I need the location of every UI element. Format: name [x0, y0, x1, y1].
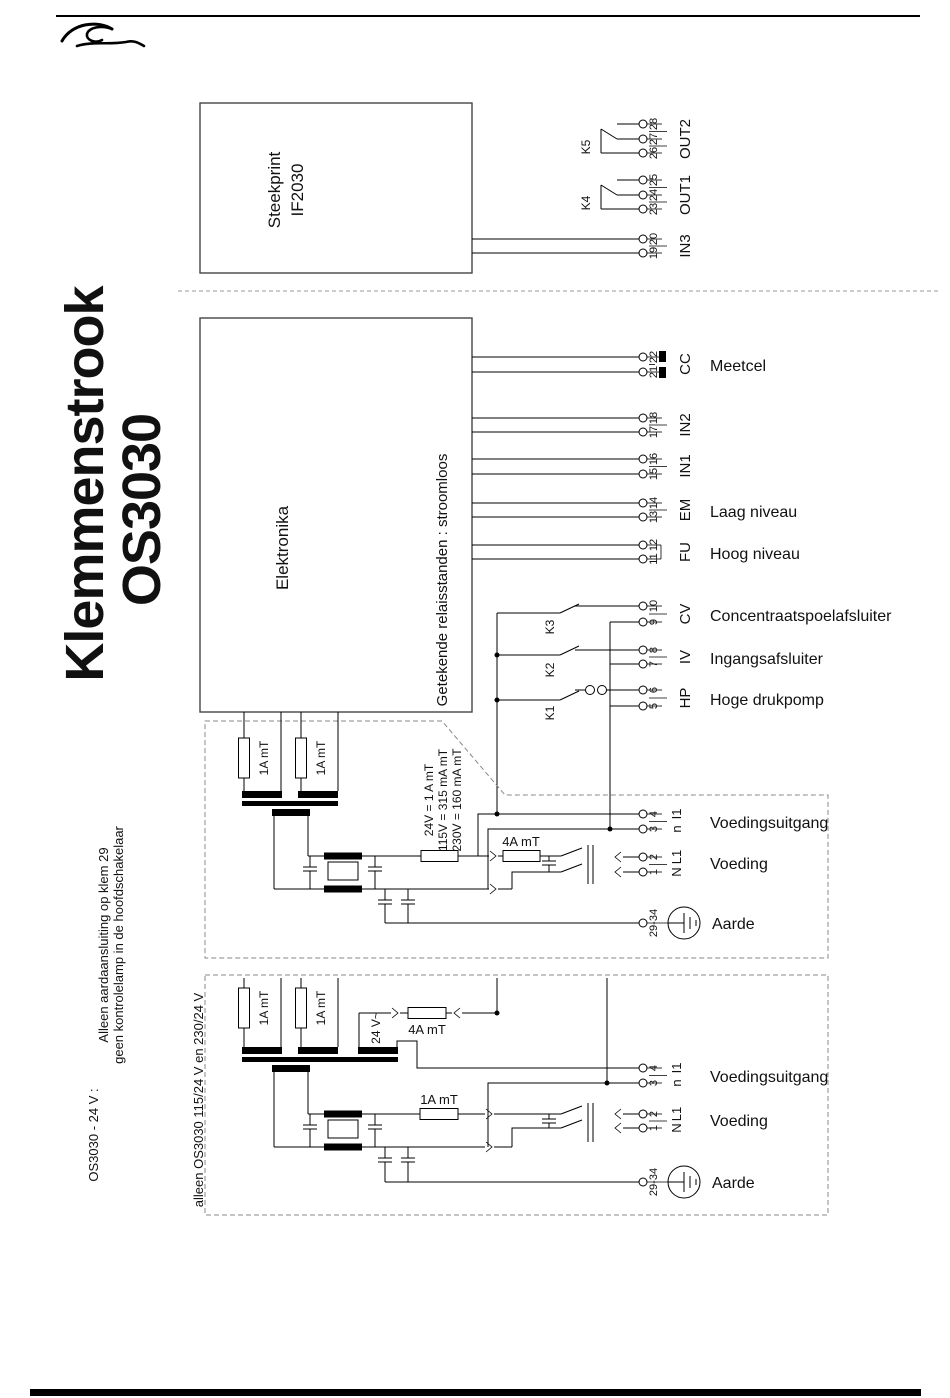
terminal-number: 17 — [648, 425, 660, 439]
relay-k5 — [579, 124, 639, 154]
variant-115-230-label: alleen OS3030 115/24 V en 230/24 V — [191, 992, 206, 1208]
terminal-group-label: IN2 — [677, 413, 694, 437]
filter-icon — [328, 862, 358, 880]
electrode-icon — [659, 351, 666, 362]
fuse-label: 1A mT — [420, 1092, 458, 1107]
terminal-group-aarde-1 — [639, 907, 755, 939]
terminal-number: 22 — [648, 350, 660, 364]
connector-icon — [615, 1123, 621, 1133]
steekprint-label-line2: IF2030 — [288, 163, 307, 217]
terminal-group-label: FU — [677, 542, 694, 562]
terminal-group-fu — [639, 539, 800, 565]
elektronika-board — [200, 318, 639, 712]
connector-icon — [486, 1142, 492, 1152]
terminal-group-aarde-2 — [639, 1166, 755, 1198]
earth-note-line1: Alleen aardaansluiting op klem 29 — [96, 847, 111, 1043]
wire-label: I1 — [669, 808, 684, 820]
terminal-desc: Concentraatspoelafsluiter — [710, 608, 892, 625]
terminal-group-cc — [639, 351, 766, 378]
relay-label: K2 — [543, 662, 557, 678]
earth-note-line2: geen kontrolelamp in de hoofdschakelaar — [111, 826, 126, 1064]
wire-label: N — [669, 1123, 684, 1133]
steekprint-label-line1: Steekprint — [265, 151, 284, 229]
fuse-icon — [296, 738, 307, 778]
terminal-group-voedingsuitgang-1 — [639, 809, 828, 833]
terminal-number: 8 — [648, 646, 660, 654]
terminal-screw — [639, 810, 647, 818]
connector-icon — [615, 1109, 621, 1119]
terminal-number: 15 — [648, 467, 660, 481]
winding-label: 24 V~ — [369, 1012, 383, 1044]
terminal-group-label: CC — [677, 353, 694, 375]
terminal-screw — [639, 176, 647, 184]
steekprint-board — [200, 103, 639, 273]
capacitor-icon — [542, 1114, 556, 1128]
mains-switch-icon — [561, 1103, 593, 1142]
wave-logo-icon — [62, 24, 144, 46]
terminal-desc: Hoge drukpomp — [710, 692, 824, 709]
terminal-number: 14 — [648, 496, 660, 510]
contact-circle — [598, 686, 607, 695]
terminal-number: 18 — [648, 411, 660, 425]
terminal-group-voeding-1 — [639, 850, 768, 877]
connector-icon — [490, 884, 496, 894]
terminal-group-label: IV — [677, 649, 694, 665]
terminal-screw — [639, 686, 647, 694]
terminal-screw — [639, 120, 647, 128]
relay-label: K3 — [543, 619, 557, 635]
terminal-screw — [639, 618, 647, 626]
capacitor-icon — [368, 856, 382, 889]
terminal-screw — [639, 455, 647, 463]
terminal-number: 1 — [648, 1124, 660, 1132]
terminal-screw — [639, 368, 647, 376]
terminal-number: 24 — [648, 188, 660, 202]
terminal-screw — [639, 499, 647, 507]
earth-icon — [668, 1166, 700, 1198]
terminal-group-out2 — [639, 118, 694, 159]
terminal-screw — [639, 660, 647, 668]
terminal-group-iv — [639, 646, 824, 668]
terminal-number: 21 — [648, 365, 660, 379]
terminal-screw — [639, 702, 647, 710]
terminal-group-label: OUT2 — [677, 118, 694, 160]
connector-icon — [486, 1109, 492, 1119]
wire-label: n — [669, 1079, 684, 1087]
filter-winding — [324, 1111, 362, 1118]
filter-winding — [324, 853, 362, 860]
terminal-screw — [639, 1124, 647, 1132]
relay-label: K1 — [543, 705, 557, 721]
terminal-group-label: IN1 — [677, 454, 694, 478]
terminal-screw — [639, 1178, 647, 1186]
terminal-number: 29-34 — [648, 1167, 660, 1197]
fuse-icon — [503, 851, 540, 862]
terminal-group-em — [639, 497, 797, 523]
capacitor-icon — [378, 889, 392, 923]
terminal-screw — [639, 853, 647, 861]
fuse-label: 1A mT — [314, 740, 328, 776]
terminal-number: 12 — [648, 538, 660, 552]
terminal-number: 26 — [648, 146, 660, 160]
relay-contact-section — [495, 604, 640, 832]
terminal-screw — [639, 1110, 647, 1118]
capacitor-icon — [401, 1147, 415, 1182]
fuse-icon — [420, 1109, 458, 1120]
terminal-screw — [639, 191, 647, 199]
relay-k2 — [497, 646, 639, 677]
fuse-icon — [296, 988, 307, 1028]
terminal-number: 7 — [648, 660, 660, 668]
contact-circle — [586, 686, 595, 695]
fuse-rating-note: 230V = 160 mA mT — [450, 748, 464, 852]
capacitor-icon — [303, 856, 317, 889]
capacitor-icon — [401, 889, 415, 923]
relay-k4 — [579, 180, 639, 210]
terminal-screw — [639, 1064, 647, 1072]
terminal-screw — [639, 149, 647, 157]
fuse-label: 1A mT — [257, 990, 271, 1026]
terminal-screw — [639, 555, 647, 563]
terminal-screw — [639, 646, 647, 654]
wire-label: n — [669, 825, 684, 833]
terminal-number: 10 — [648, 599, 660, 613]
terminal-group-label: EM — [677, 498, 694, 522]
fuse-rating-note: 24V = 1 A mT — [422, 763, 436, 837]
filter-icon — [328, 1120, 358, 1138]
terminal-number: 29-34 — [648, 908, 660, 938]
transformer-icon — [242, 791, 338, 816]
fuse-icon — [239, 738, 250, 778]
terminal-screw — [639, 602, 647, 610]
terminal-number: 3 — [648, 1079, 660, 1087]
wire-label: L1 — [669, 849, 684, 865]
terminal-group-hp — [639, 686, 824, 710]
terminal-number: 6 — [648, 686, 660, 694]
terminal-screw — [639, 135, 647, 143]
elektronika-label: Elektronika — [273, 505, 292, 591]
fuse-label: 1A mT — [314, 990, 328, 1026]
terminal-group-label: IN3 — [677, 234, 694, 258]
terminal-number: 4 — [648, 810, 660, 818]
terminal-number: 4 — [648, 1064, 660, 1072]
connector-icon — [392, 1008, 398, 1018]
terminal-group-out1 — [639, 174, 694, 215]
page-title-line2: OS3030 — [112, 413, 172, 607]
fuse-icon — [408, 1008, 446, 1019]
terminal-desc: Meetcel — [710, 358, 767, 375]
fuse-label: 4A mT — [502, 834, 540, 849]
relay-k1 — [497, 686, 639, 721]
terminal-desc: Ingangsafsluiter — [710, 651, 823, 668]
terminal-screw — [639, 541, 647, 549]
relay-k3 — [497, 604, 639, 634]
relay-label: K4 — [579, 195, 593, 211]
fuse-label: 4A mT — [408, 1022, 446, 1037]
terminal-number: 5 — [648, 702, 660, 710]
connector-icon — [615, 867, 621, 877]
fuse-icon — [239, 988, 250, 1028]
filter-winding — [324, 1144, 362, 1151]
terminal-group-in1 — [639, 453, 694, 480]
terminal-number: 2 — [648, 1110, 660, 1118]
terminal-number: 9 — [648, 618, 660, 626]
terminal-number: 2 — [648, 853, 660, 861]
terminal-number: 20 — [648, 232, 660, 246]
filter-winding — [324, 886, 362, 893]
terminal-group-voeding-2 — [639, 1107, 768, 1133]
terminal-number: 1 — [648, 868, 660, 876]
terminal-screw — [639, 868, 647, 876]
terminal-screw — [639, 353, 647, 361]
page-title-line1: Klemmenstrook — [55, 286, 115, 682]
wire-label: N — [669, 867, 684, 877]
terminal-desc: Laag niveau — [710, 504, 798, 521]
variant-24v-label: OS3030 - 24 V : — [86, 1088, 101, 1182]
wire-label: L1 — [669, 1106, 684, 1122]
terminal-group-label: CV — [677, 603, 694, 625]
transformer-icon — [242, 1047, 398, 1072]
capacitor-icon — [368, 1114, 382, 1147]
terminal-group-label: HP — [677, 687, 694, 709]
terminal-desc: Voeding — [710, 856, 768, 873]
terminal-desc: Aarde — [712, 1175, 755, 1192]
terminal-number: 13 — [648, 510, 660, 524]
terminal-desc: Voeding — [710, 1113, 768, 1130]
wire-label: I1 — [669, 1062, 684, 1074]
terminal-number: 11 — [648, 553, 660, 565]
terminal-number: 23 — [648, 202, 660, 216]
fuse-label: 1A mT — [257, 740, 271, 776]
terminal-desc: Voedingsuitgang — [710, 815, 829, 832]
capacitor-icon — [303, 1114, 317, 1147]
electrode-icon — [659, 367, 666, 378]
terminal-screw — [639, 205, 647, 213]
relay-label: K5 — [579, 139, 593, 155]
terminal-number: 3 — [648, 825, 660, 833]
capacitor-icon — [542, 856, 556, 872]
terminal-number: 25 — [648, 173, 660, 187]
terminal-screw — [639, 414, 647, 422]
terminal-group-voedingsuitgang-2 — [639, 1063, 828, 1087]
terminal-screw — [639, 919, 647, 927]
terminal-group-cv — [639, 600, 892, 626]
elektronika-box — [200, 318, 472, 712]
terminal-number: 16 — [648, 452, 660, 466]
terminal-screw — [639, 470, 647, 478]
terminal-number: 19 — [648, 246, 660, 260]
terminal-screw — [639, 249, 647, 257]
terminal-screw — [639, 428, 647, 436]
terminal-desc: Hoog niveau — [710, 546, 800, 563]
terminal-desc: Voedingsuitgang — [710, 1069, 829, 1086]
terminal-screw — [639, 1079, 647, 1087]
terminal-screw — [639, 513, 647, 521]
steekprint-box — [200, 103, 472, 273]
bottom-rule — [30, 1389, 921, 1396]
connector-icon — [454, 1008, 460, 1018]
earth-icon — [668, 907, 700, 939]
terminal-screw — [639, 825, 647, 833]
mains-switch-icon — [561, 845, 593, 884]
capacitor-icon — [378, 1147, 392, 1182]
terminal-group-label: OUT1 — [677, 174, 694, 216]
fuse-rating-note: 115V = 315 mA mT — [436, 748, 450, 852]
terminal-group-in2 — [639, 412, 694, 438]
relay-state-note: Getekende relaisstanden : stroomloos — [434, 453, 451, 707]
terminal-number: 28 — [648, 117, 660, 131]
connector-icon — [615, 852, 621, 862]
terminal-desc: Aarde — [712, 916, 755, 933]
terminal-number: 27 — [648, 132, 660, 146]
terminal-screw — [639, 235, 647, 243]
terminal-group-in3 — [639, 233, 694, 259]
connector-icon — [490, 851, 496, 861]
